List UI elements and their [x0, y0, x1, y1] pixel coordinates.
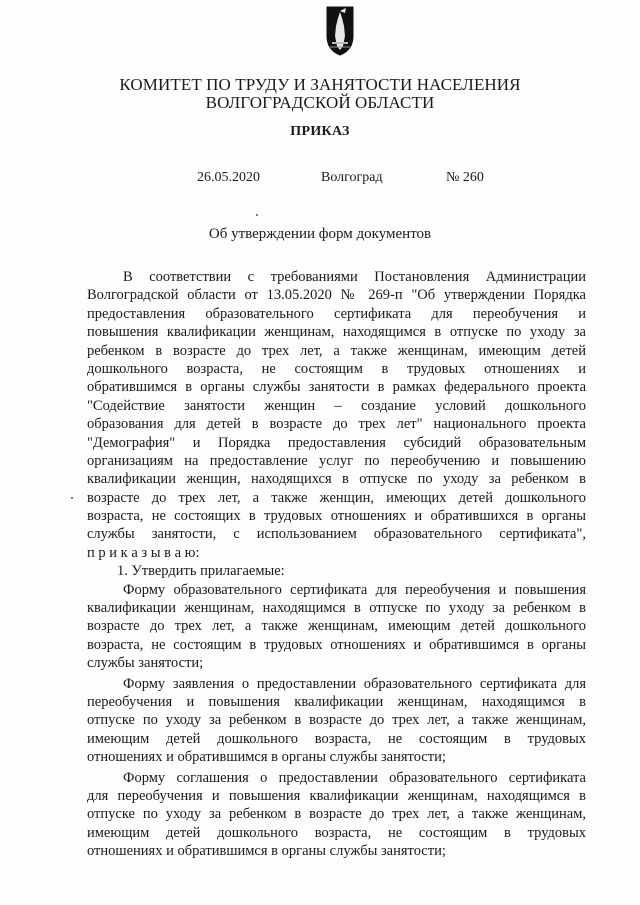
body-line: дошкольного возраста, не состоящим в трудовых отношениях и [87, 360, 586, 377]
body-line: отпуске по уходу за ребенком в возрасте до трех лет, а также женщинам, [87, 712, 586, 729]
body-line: образования для детей в возрасте до трех лет" национального проекта [87, 416, 586, 433]
scan-speck [256, 214, 258, 216]
scan-speck [71, 497, 73, 499]
body-line: отношениях и обратившимся в органы службы занятости; [87, 843, 446, 860]
body-line: Форму соглашения о предоставлении образовательного сертификата [123, 769, 586, 786]
body-line: возраста, не состоящим в трудовых отношениях и обратившимся в органы [87, 636, 586, 653]
body-line: Форму образовательного сертификата для переобучения и повышения [123, 581, 586, 598]
order-city: Волгоград [321, 170, 383, 185]
body-line: "Содействие занятости женщин – создание условий дошкольного [87, 397, 586, 414]
body-line: квалификации женщинам, находящимся в отпуске по уходу за ребенком в [87, 600, 586, 617]
body-line: В соответствии с требованиями Постановления Администрации [123, 269, 586, 285]
organization-name-line2: ВОЛГОГРАДСКОЙ ОБЛАСТИ [205, 93, 435, 112]
body-line: организациям на предоставление услуг по переобучению и повышению [87, 452, 586, 469]
body-line: "Демография" и Порядка предоставления субсидий образовательным [87, 434, 586, 451]
body-line: 1. Утвердить прилагаемые: [117, 563, 285, 580]
body-line: для переобучения и повышения квалификации женщинам, находящимся в [87, 787, 586, 804]
body-line: ребенком в возрасте до трех лет, а также женщинам, имеющим детей [87, 342, 586, 359]
body-line: п р и к а з ы в а ю: [87, 544, 200, 561]
body-line: отношениях и обратившимся в органы службы занятости; [87, 749, 446, 766]
body-line: повышения квалификации женщинам, находящимся в отпуске по уходу за [87, 324, 586, 341]
body-line: возрасте до трех лет, а также женщинам, имеющим детей дошкольного [87, 618, 586, 635]
document-type: ПРИКАЗ [290, 124, 350, 139]
body-line: предоставления образовательного сертификата для переобучения и [87, 305, 586, 322]
body-line: обратившимся в органы службы занятости в рамках федерального проекта [87, 379, 586, 396]
order-number: № 260 [446, 170, 484, 185]
body-line: возраста, не состоящих в трудовых отношениях и обратившихся в органы [87, 508, 586, 525]
body-line: имеющим детей дошкольного возраста, не состоящим в трудовых [87, 730, 586, 747]
order-body [87, 268, 586, 861]
order-date: 26.05.2020 [197, 170, 260, 185]
order-subject: Об утверждении форм документов [208, 226, 432, 242]
body-line: переобучения и повышения квалификации женщинам, находящимся в [87, 693, 586, 710]
body-line: Форму заявления о предоставлении образовательного сертификата для [123, 675, 586, 692]
volgograd-emblem-icon [326, 6, 354, 56]
body-line: имеющим детей дошкольного возраста, не состоящим в трудовых [87, 824, 586, 841]
body-line: квалификации женщин, находящихся в отпуске по уходу за ребенком в [87, 471, 586, 488]
body-line: возрасте до трех лет, а также женщин, имеющих детей дошкольного [87, 489, 586, 506]
organization-name-line1: КОМИТЕТ ПО ТРУДУ И ЗАНЯТОСТИ НАСЕЛЕНИЯ [119, 75, 521, 94]
body-line: службы занятости; [87, 655, 204, 672]
body-line: Волгоградской области от 13.05.2020 № 269-п "Об утверждении Порядка [87, 287, 586, 304]
body-line: отпуске по уходу за ребенком в возрасте до трех лет, а также женщинам, [87, 806, 586, 823]
body-line: службы занятости, с использованием образовательного сертификата", [87, 526, 586, 543]
